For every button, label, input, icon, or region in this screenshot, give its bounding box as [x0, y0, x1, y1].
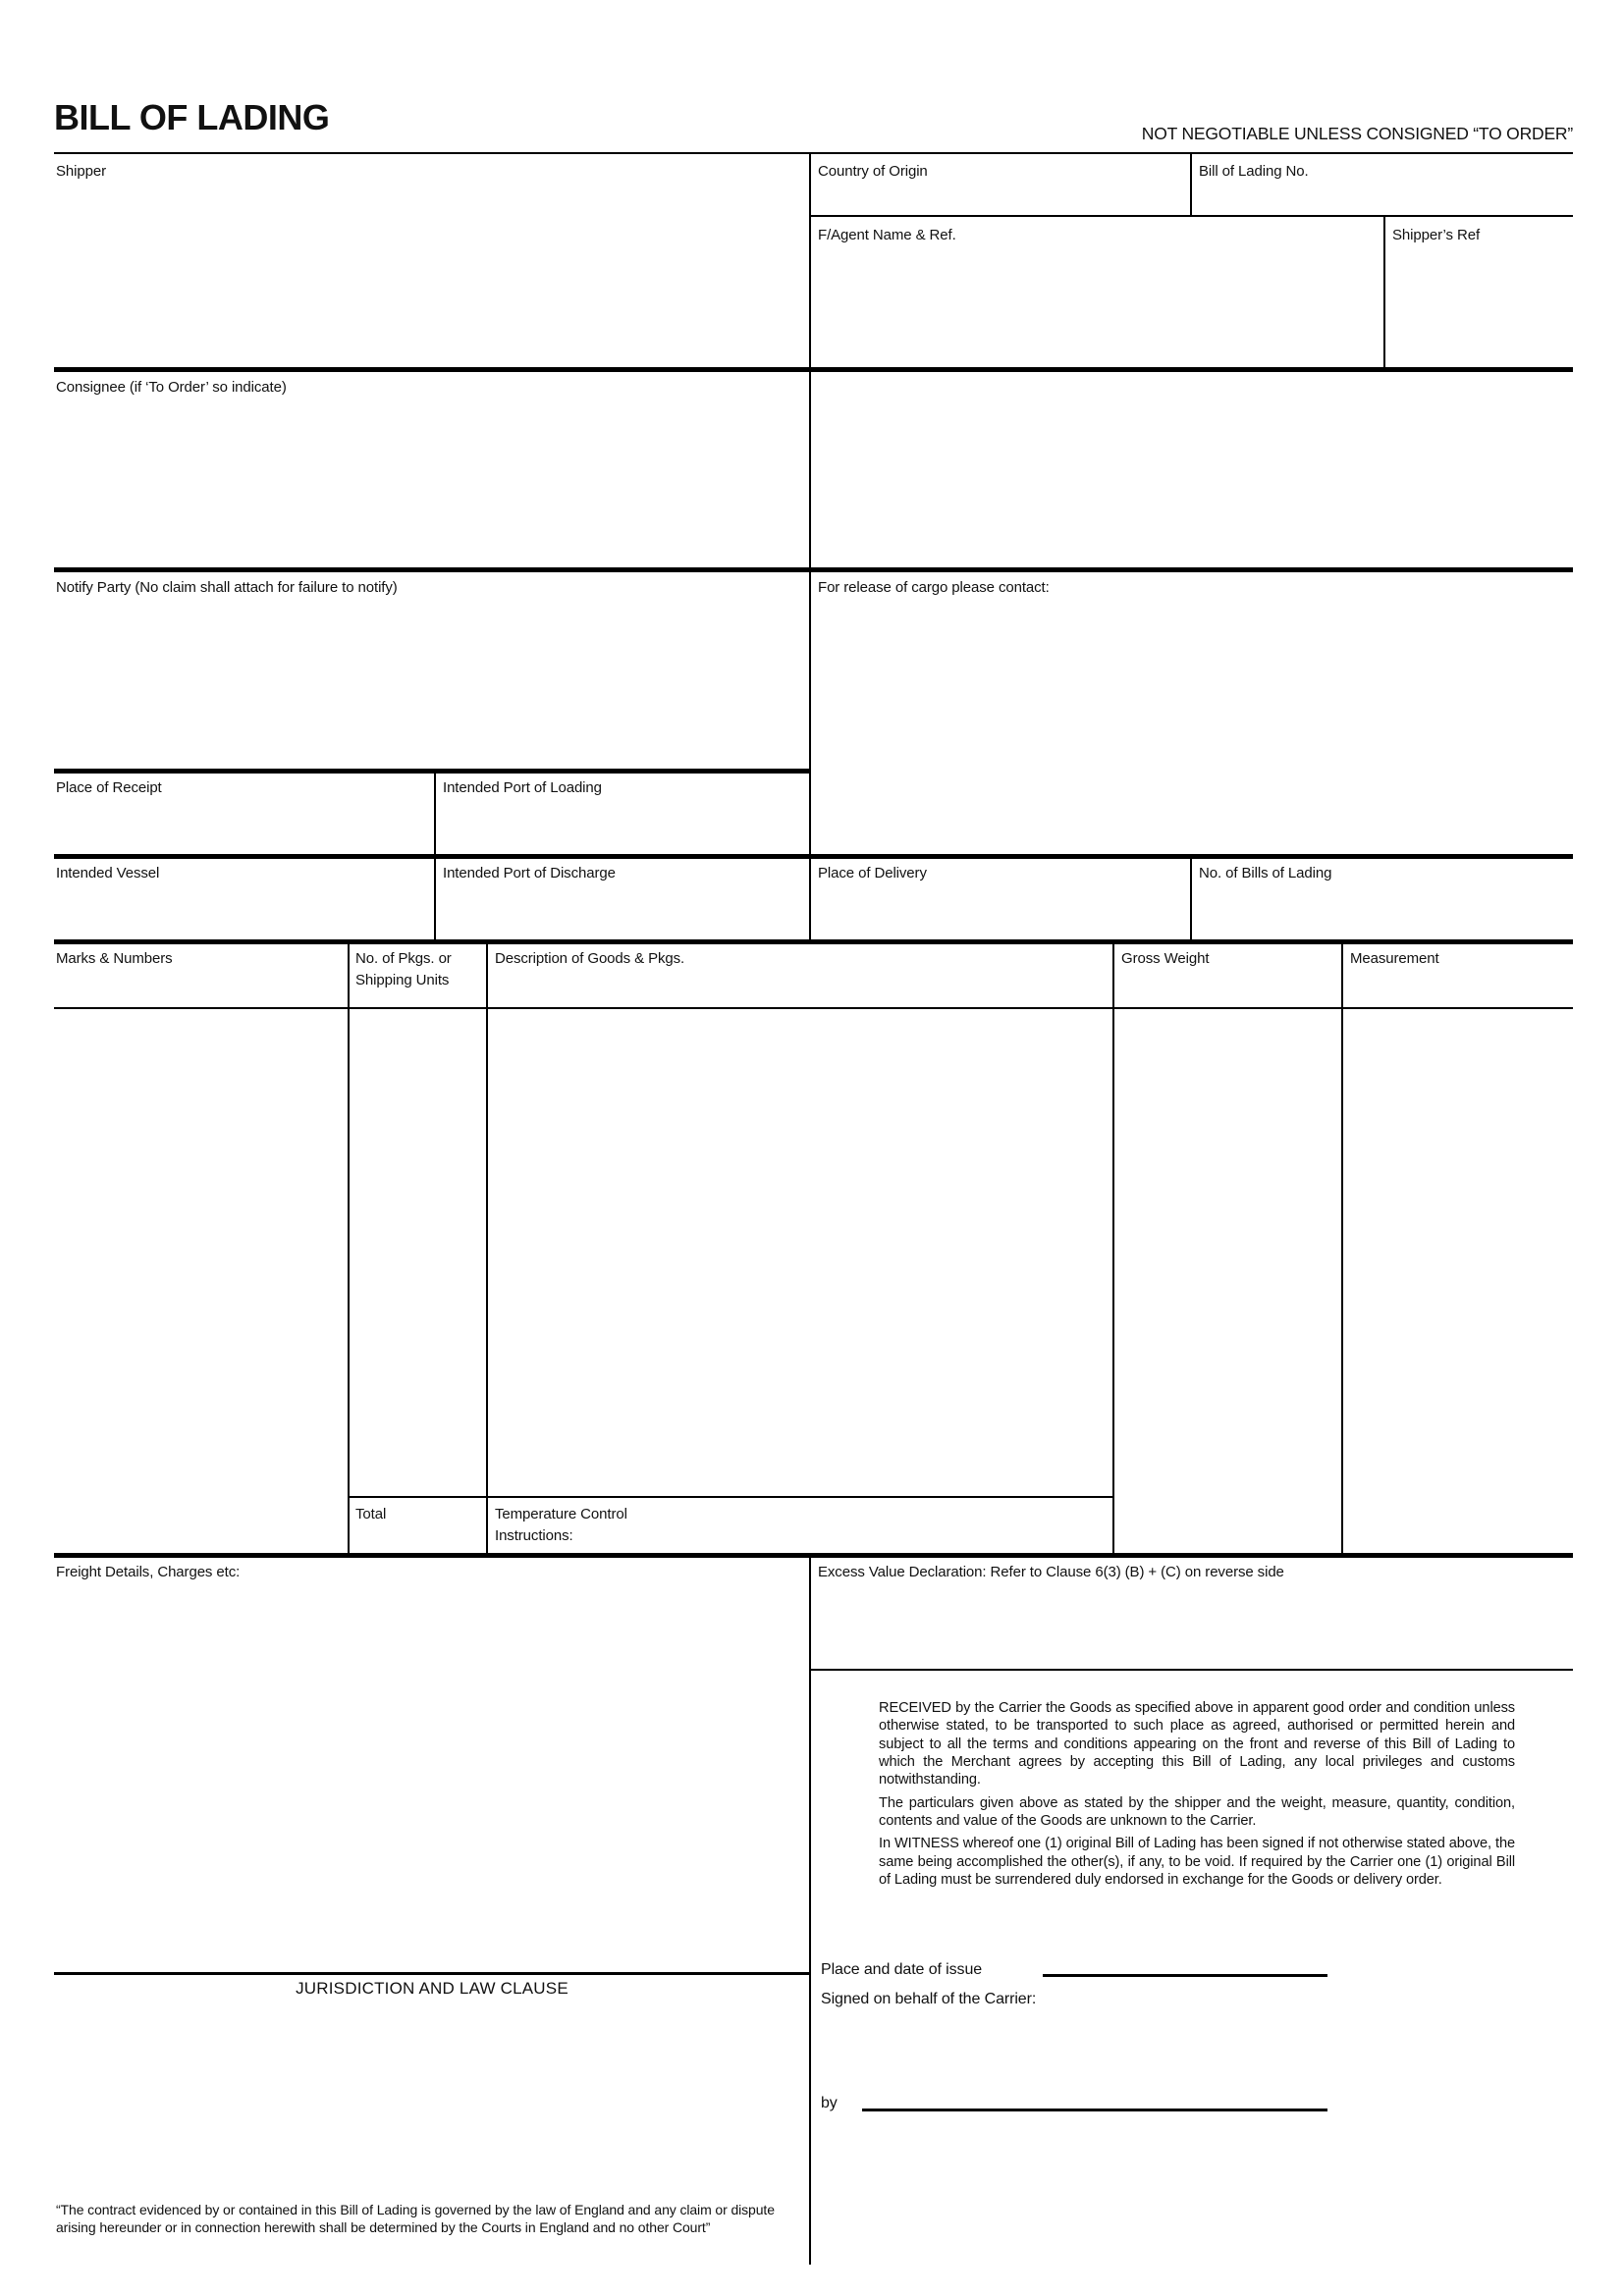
port-of-discharge-field-area[interactable]: [443, 888, 801, 935]
divider-origin-bol: [1190, 152, 1192, 217]
divider-gross-measurement: [1341, 939, 1343, 1555]
freight-details-label: Freight Details, Charges etc:: [56, 1564, 241, 1580]
shipper-field-area[interactable]: [56, 187, 802, 363]
no-of-pkgs-header: No. of Pkgs. or Shipping Units: [355, 950, 452, 988]
total-field-area[interactable]: [412, 1504, 481, 1548]
carrier-signature-area[interactable]: [821, 2017, 1508, 2091]
divider-center-lower: [809, 1553, 811, 2265]
freight-details-field-area[interactable]: [56, 1587, 802, 1960]
bill-of-lading-no-field-area[interactable]: [1199, 187, 1562, 214]
temperature-field-area[interactable]: [687, 1504, 1108, 1548]
rule-receipt-top: [54, 769, 810, 774]
rule-table-top: [54, 939, 1573, 944]
release-contact-field-area[interactable]: [818, 603, 1564, 848]
temperature-control-label: Temperature Control Instructions:: [495, 1506, 627, 1544]
rule-excess-bottom: [810, 1669, 1573, 1671]
divider-delivery-bills: [1190, 854, 1192, 941]
carrier-clause-block: [879, 1699, 1515, 1894]
rule-freight-top: [54, 1553, 1573, 1558]
witness-clause: In WITNESS whereof one (1) original Bill of Lading has been signed if not otherwise stated above, the same being accomplished the other(s), if any, to be void. If required by the Carrier one (1) original Bill of Lading must be surrendered duly endorsed in exchange for the Goods or delivery order.: [879, 1836, 1515, 1889]
f-agent-field-area[interactable]: [818, 250, 1373, 363]
intended-vessel-field-area[interactable]: [56, 888, 429, 935]
place-and-date-label: Place and date of issue: [821, 1961, 983, 1978]
total-label: Total: [355, 1506, 387, 1522]
rule-consignee-top: [54, 367, 1573, 372]
divider-description-gross: [1112, 939, 1114, 1555]
shippers-ref-field-area[interactable]: [1392, 250, 1569, 363]
particulars-clause: The particulars given above as stated by the shipper and the weight, measure, quantity, condition, contents and value of the Goods are unknown to the Carrier.: [879, 1794, 1515, 1830]
shipper-label: Shipper: [56, 163, 107, 180]
no-of-bills-of-lading-label: No. of Bills of Lading: [1199, 865, 1332, 881]
measurement-header: Measurement: [1350, 950, 1439, 967]
intended-vessel-label: Intended Vessel: [56, 865, 160, 881]
rule-vessel-top: [54, 854, 1573, 859]
place-and-date-line[interactable]: [1043, 1974, 1327, 1977]
signed-on-behalf-label: Signed on behalf of the Carrier:: [821, 1991, 1037, 2007]
gross-weight-field-area[interactable]: [1119, 1013, 1335, 1548]
received-clause: RECEIVED by the Carrier the Goods as specified above in apparent good order and condition unless otherwise stated, to be transported to such place as agreed, authorised or permitted herein and subject to all the terms and conditions appearing on the front and reverse of this Bill of Lading to which the Merchant agrees by accepting this Bill of Lading, any local privileges and customs notwithstanding.: [879, 1700, 1515, 1789]
divider-agent-shippersref: [1383, 215, 1385, 369]
jurisdiction-clause-text: “The contract evidenced by or contained in this Bill of Lading is governed by the law of England and any claim or dispute arising hereunder or in connection herewith shall be determined by the Courts in England and no other Court”: [56, 2202, 775, 2235]
notify-party-field-area[interactable]: [56, 603, 802, 765]
description-goods-header: Description of Goods & Pkgs.: [495, 950, 685, 967]
no-of-bills-field-area[interactable]: [1199, 888, 1562, 935]
bill-of-lading-no-label: Bill of Lading No.: [1199, 163, 1309, 180]
port-of-loading-field-area[interactable]: [443, 803, 801, 850]
excess-value-label: Excess Value Declaration: Refer to Clause 6(3) (B) + (C) on reverse side: [818, 1564, 1284, 1580]
notify-party-label: Notify Party (No claim shall attach for failure to notify): [56, 579, 398, 596]
consignee-label: Consignee (if ‘To Order’ so indicate): [56, 379, 287, 396]
by-label: by: [821, 2095, 838, 2111]
measurement-field-area[interactable]: [1348, 1013, 1564, 1548]
place-of-receipt-field-area[interactable]: [56, 803, 429, 850]
release-contact-label: For release of cargo please contact:: [818, 579, 1050, 596]
description-goods-field-area[interactable]: [495, 1013, 1108, 1491]
shippers-ref-label: Shipper’s Ref: [1392, 227, 1481, 243]
marks-numbers-field-area[interactable]: [56, 1013, 344, 1548]
divider-pkgs-description: [486, 939, 488, 1555]
jurisdiction-heading: JURISDICTION AND LAW CLAUSE: [296, 1979, 568, 1998]
no-of-pkgs-field-area[interactable]: [353, 1013, 481, 1491]
intended-port-of-discharge-label: Intended Port of Discharge: [443, 865, 616, 881]
country-of-origin-field-area[interactable]: [818, 187, 1181, 214]
divider-center-upper: [809, 152, 811, 940]
place-of-delivery-field-area[interactable]: [818, 888, 1181, 935]
excess-value-field-area[interactable]: [818, 1587, 1564, 1666]
place-of-delivery-label: Place of Delivery: [818, 865, 927, 881]
rule-notify-top: [54, 567, 1573, 572]
gross-weight-header: Gross Weight: [1121, 950, 1210, 967]
consignee-field-area[interactable]: [56, 402, 802, 564]
divider-marks-pkgs: [348, 939, 350, 1555]
country-of-origin-label: Country of Origin: [818, 163, 928, 180]
rule-total-row-top: [349, 1496, 1113, 1498]
by-signature-line[interactable]: [862, 2109, 1327, 2111]
f-agent-name-ref-label: F/Agent Name & Ref.: [818, 227, 956, 243]
marks-numbers-header: Marks & Numbers: [56, 950, 173, 967]
jurisdiction-body-area[interactable]: [56, 2007, 802, 2189]
rule-under-title: [54, 152, 1573, 154]
rule-table-header-bottom: [54, 1007, 1573, 1009]
form-title: BILL OF LADING: [54, 97, 330, 137]
rule-jurisdiction-top: [54, 1972, 810, 1975]
negotiability-notice: NOT NEGOTIABLE UNLESS CONSIGNED “TO ORDER”: [1141, 124, 1573, 143]
divider-receipt-loading: [434, 769, 436, 941]
place-of-receipt-label: Place of Receipt: [56, 779, 162, 796]
intended-port-of-loading-label: Intended Port of Loading: [443, 779, 602, 796]
